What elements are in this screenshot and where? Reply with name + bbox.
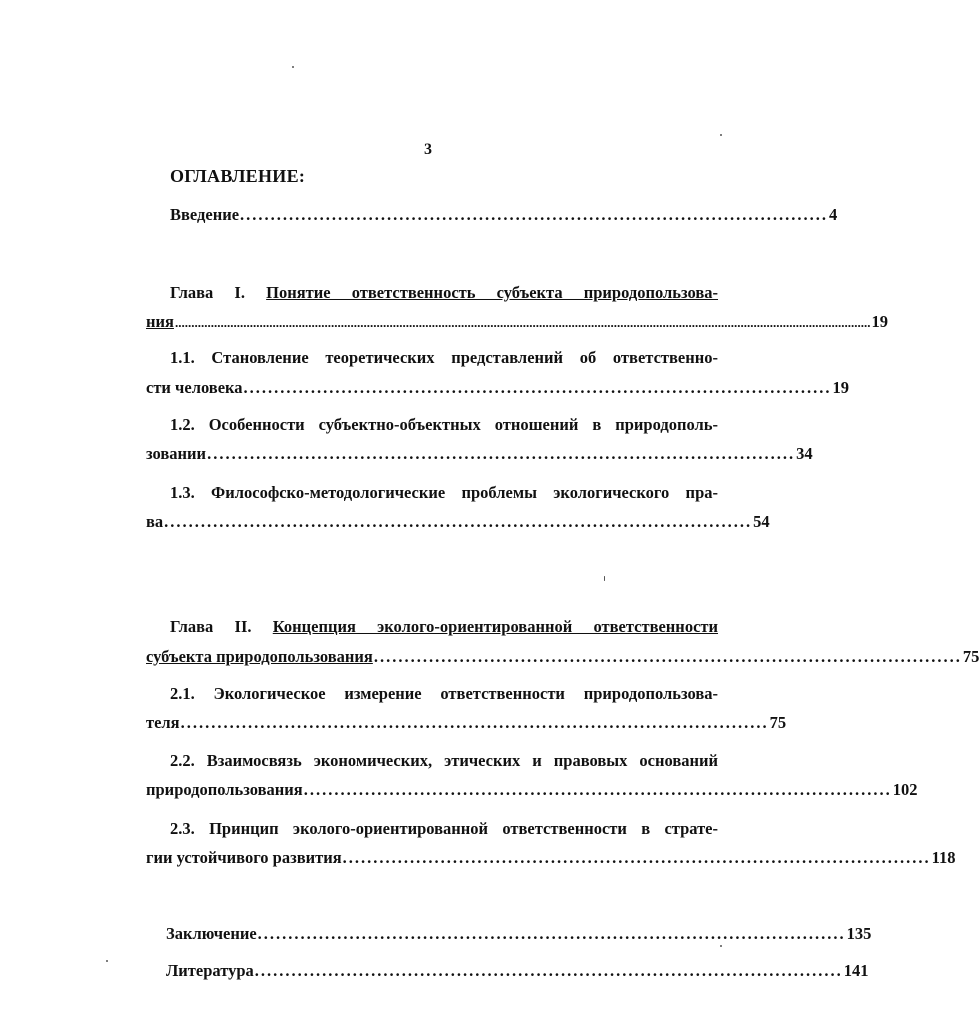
toc-section-1-2-line2[interactable] <box>146 444 813 464</box>
leader-dots: ................................................................................................ <box>164 512 753 531</box>
toc-chapter-1-line1[interactable] <box>170 283 718 303</box>
toc-section-1-3-line2[interactable] <box>146 512 770 532</box>
leader-dots: ................................................................................................ <box>240 205 829 224</box>
section-title-cont: зовании <box>146 444 207 463</box>
leader-dots: ................................................................................................ <box>243 378 832 397</box>
toc-section-2-3-line2[interactable] <box>146 848 956 868</box>
chapter-title-cont: ния <box>146 312 174 331</box>
toc-entry-page: 75 <box>769 713 787 732</box>
section-title: 2.1. Экологическое измерение ответственности природопользова- <box>170 684 718 703</box>
toc-entry-literature[interactable] <box>166 961 869 981</box>
toc-entry-page: 34 <box>796 444 813 463</box>
toc-chapter-2-line2[interactable] <box>146 647 979 667</box>
toc-entry-page: 4 <box>829 205 838 224</box>
chapter-prefix: Глава I. <box>170 283 245 302</box>
leader-dots: ................................................................................................ <box>373 647 962 666</box>
toc-entry-page: 141 <box>843 961 869 980</box>
chapter-title: Концепция эколого-ориентированной ответственности <box>272 617 719 636</box>
toc-entry-intro[interactable] <box>170 205 838 225</box>
section-title-cont: теля <box>146 713 180 732</box>
scan-speck <box>292 66 294 68</box>
leader-dots: ................................................................................................ <box>254 961 843 980</box>
scan-speck <box>720 134 722 136</box>
chapter-title-cont: субъекта природопользования <box>146 647 373 666</box>
toc-entry-page: 75 <box>962 647 979 666</box>
toc-section-1-1-line2[interactable] <box>146 378 850 398</box>
toc-heading: ОГЛАВЛЕНИЕ: <box>170 166 306 186</box>
leader-dots: ................................................................................................ <box>257 924 846 943</box>
toc-section-2-2-line1[interactable] <box>170 751 718 771</box>
section-title-cont: сти человека <box>146 378 243 397</box>
section-title: 2.2. Взаимосвязь экономических, этических и правовых оснований <box>170 751 718 770</box>
leader-dots: ................................................................................................ <box>207 444 796 463</box>
section-title: 1.3. Философско-методологические проблемы экологического пра- <box>170 483 718 502</box>
chapter-prefix: Глава II. <box>170 617 252 636</box>
toc-entry-conclusion[interactable] <box>166 924 872 944</box>
leader-dots: ................................................................................................ <box>180 713 769 732</box>
chapter-title: Понятие ответственность субъекта природопользова- <box>266 283 719 302</box>
section-title: 2.3. Принцип эколого-ориентированной ответственности в страте- <box>170 819 718 838</box>
section-title-cont: природопользования <box>146 780 303 799</box>
toc-section-2-2-line2[interactable] <box>146 780 918 800</box>
scan-speck <box>604 576 605 581</box>
leader-dots: ................................................................................................ <box>303 780 892 799</box>
toc-section-2-1-line2[interactable] <box>146 713 787 733</box>
toc-entry-label: Литература <box>166 961 254 980</box>
toc-entry-page: 135 <box>846 924 872 943</box>
leader-dots: ...................................................................................................................................................................................................................... <box>174 315 871 330</box>
leader-dots: ................................................................................................ <box>342 848 931 867</box>
section-title: 1.1. Становление теоретических представлений об ответственно- <box>170 348 718 367</box>
toc-entry-page: 118 <box>931 848 956 867</box>
toc-entry-page: 54 <box>753 512 770 531</box>
section-title: 1.2. Особенности субъектно-объектных отношений в природополь- <box>170 415 718 434</box>
toc-entry-page: 19 <box>832 378 850 397</box>
toc-section-1-1-line1[interactable] <box>170 348 718 368</box>
toc-entry-label: Введение <box>170 205 240 224</box>
toc-section-1-3-line1[interactable] <box>170 483 718 503</box>
scan-speck <box>720 945 722 947</box>
scan-speck <box>106 960 108 962</box>
toc-section-2-1-line1[interactable] <box>170 684 718 704</box>
page-number: 3 <box>424 141 432 158</box>
toc-entry-page: 19 <box>871 312 888 331</box>
section-title-cont: ва <box>146 512 164 531</box>
toc-entry-page: 102 <box>892 780 918 799</box>
toc-section-1-2-line1[interactable] <box>170 415 718 435</box>
toc-chapter-2-line1[interactable] <box>170 617 718 637</box>
toc-section-2-3-line1[interactable] <box>170 819 718 839</box>
section-title-cont: гии устойчивого развития <box>146 848 342 867</box>
toc-chapter-1-line2[interactable] <box>146 312 888 333</box>
toc-entry-label: Заключение <box>166 924 257 943</box>
